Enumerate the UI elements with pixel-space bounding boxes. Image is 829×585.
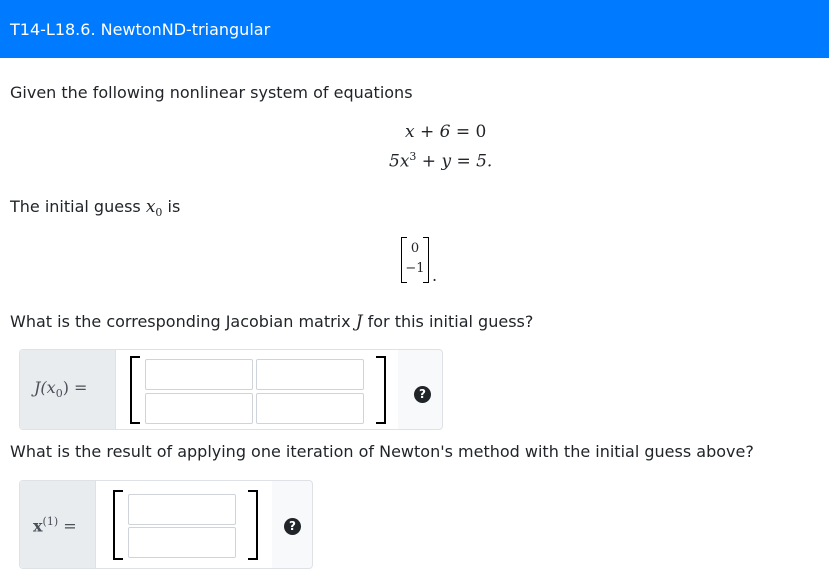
equation-2 [389,150,492,172]
newton-input-1[interactable] [128,494,236,525]
initial-guess-vector [401,237,429,283]
equation-2-coef: 5x [389,151,410,172]
equation-2-exp: 3 [409,150,417,163]
initial-guess-vector-entry-2: −1 [405,261,425,276]
page-header [0,0,829,58]
newton-label-var: x [33,516,43,536]
jacobian-answer-card [19,349,443,430]
newton-label [33,515,77,535]
jacobian-label-box [20,350,116,429]
initial-guess-sub: 0 [155,206,163,220]
initial-guess-vector-entry-1: 0 [410,241,420,256]
jacobian-right-bracket [376,356,386,424]
jacobian-help-icon[interactable]: ? [414,386,431,403]
jacobian-label-sub: 0 [55,387,63,401]
equation-1 [405,122,486,142]
intro-text: Given the following nonlinear system of equations [10,83,413,102]
jacobian-label-func: J [34,378,41,397]
initial-guess-text [10,197,180,219]
newton-help-icon[interactable]: ? [284,518,301,535]
initial-guess-var: x [145,197,156,217]
jacobian-input-2-2[interactable] [256,393,364,424]
jacobian-question-after: for this initial guess? [362,312,534,331]
newton-left-bracket [113,490,123,560]
newton-answer-card [19,480,313,569]
initial-guess-text-after: is [162,197,181,216]
initial-guess-text-before: The initial guess [10,197,146,216]
newton-right-bracket [248,490,258,560]
jacobian-label-arg: (x [40,378,56,397]
jacobian-input-2-1[interactable] [145,393,253,424]
newton-input-2[interactable] [128,527,236,558]
newton-label-box [20,481,96,568]
newton-label-eq: = [58,516,77,536]
equation-1-rhs: = 0 [455,122,487,142]
newton-question: What is the result of applying one iteration of Newton's method with the initial guess above? [10,442,754,461]
jacobian-left-bracket [130,356,140,424]
jacobian-question [10,312,533,332]
jacobian-question-before: What is the corresponding Jacobian matrix [10,312,356,331]
newton-label-sup: (1) [42,515,59,528]
initial-guess-punct: . [432,266,438,285]
jacobian-label-end: ) = [62,378,88,397]
jacobian-question-var: J [355,312,363,332]
jacobian-label [34,378,87,400]
equation-1-lhs: x + 6 [405,122,451,142]
jacobian-input-1-1[interactable] [145,359,253,390]
jacobian-input-1-2[interactable] [256,359,364,390]
page-title: T14-L18.6. NewtonND-triangular [10,20,271,39]
equation-2-rest: + y = 5. [416,151,493,172]
